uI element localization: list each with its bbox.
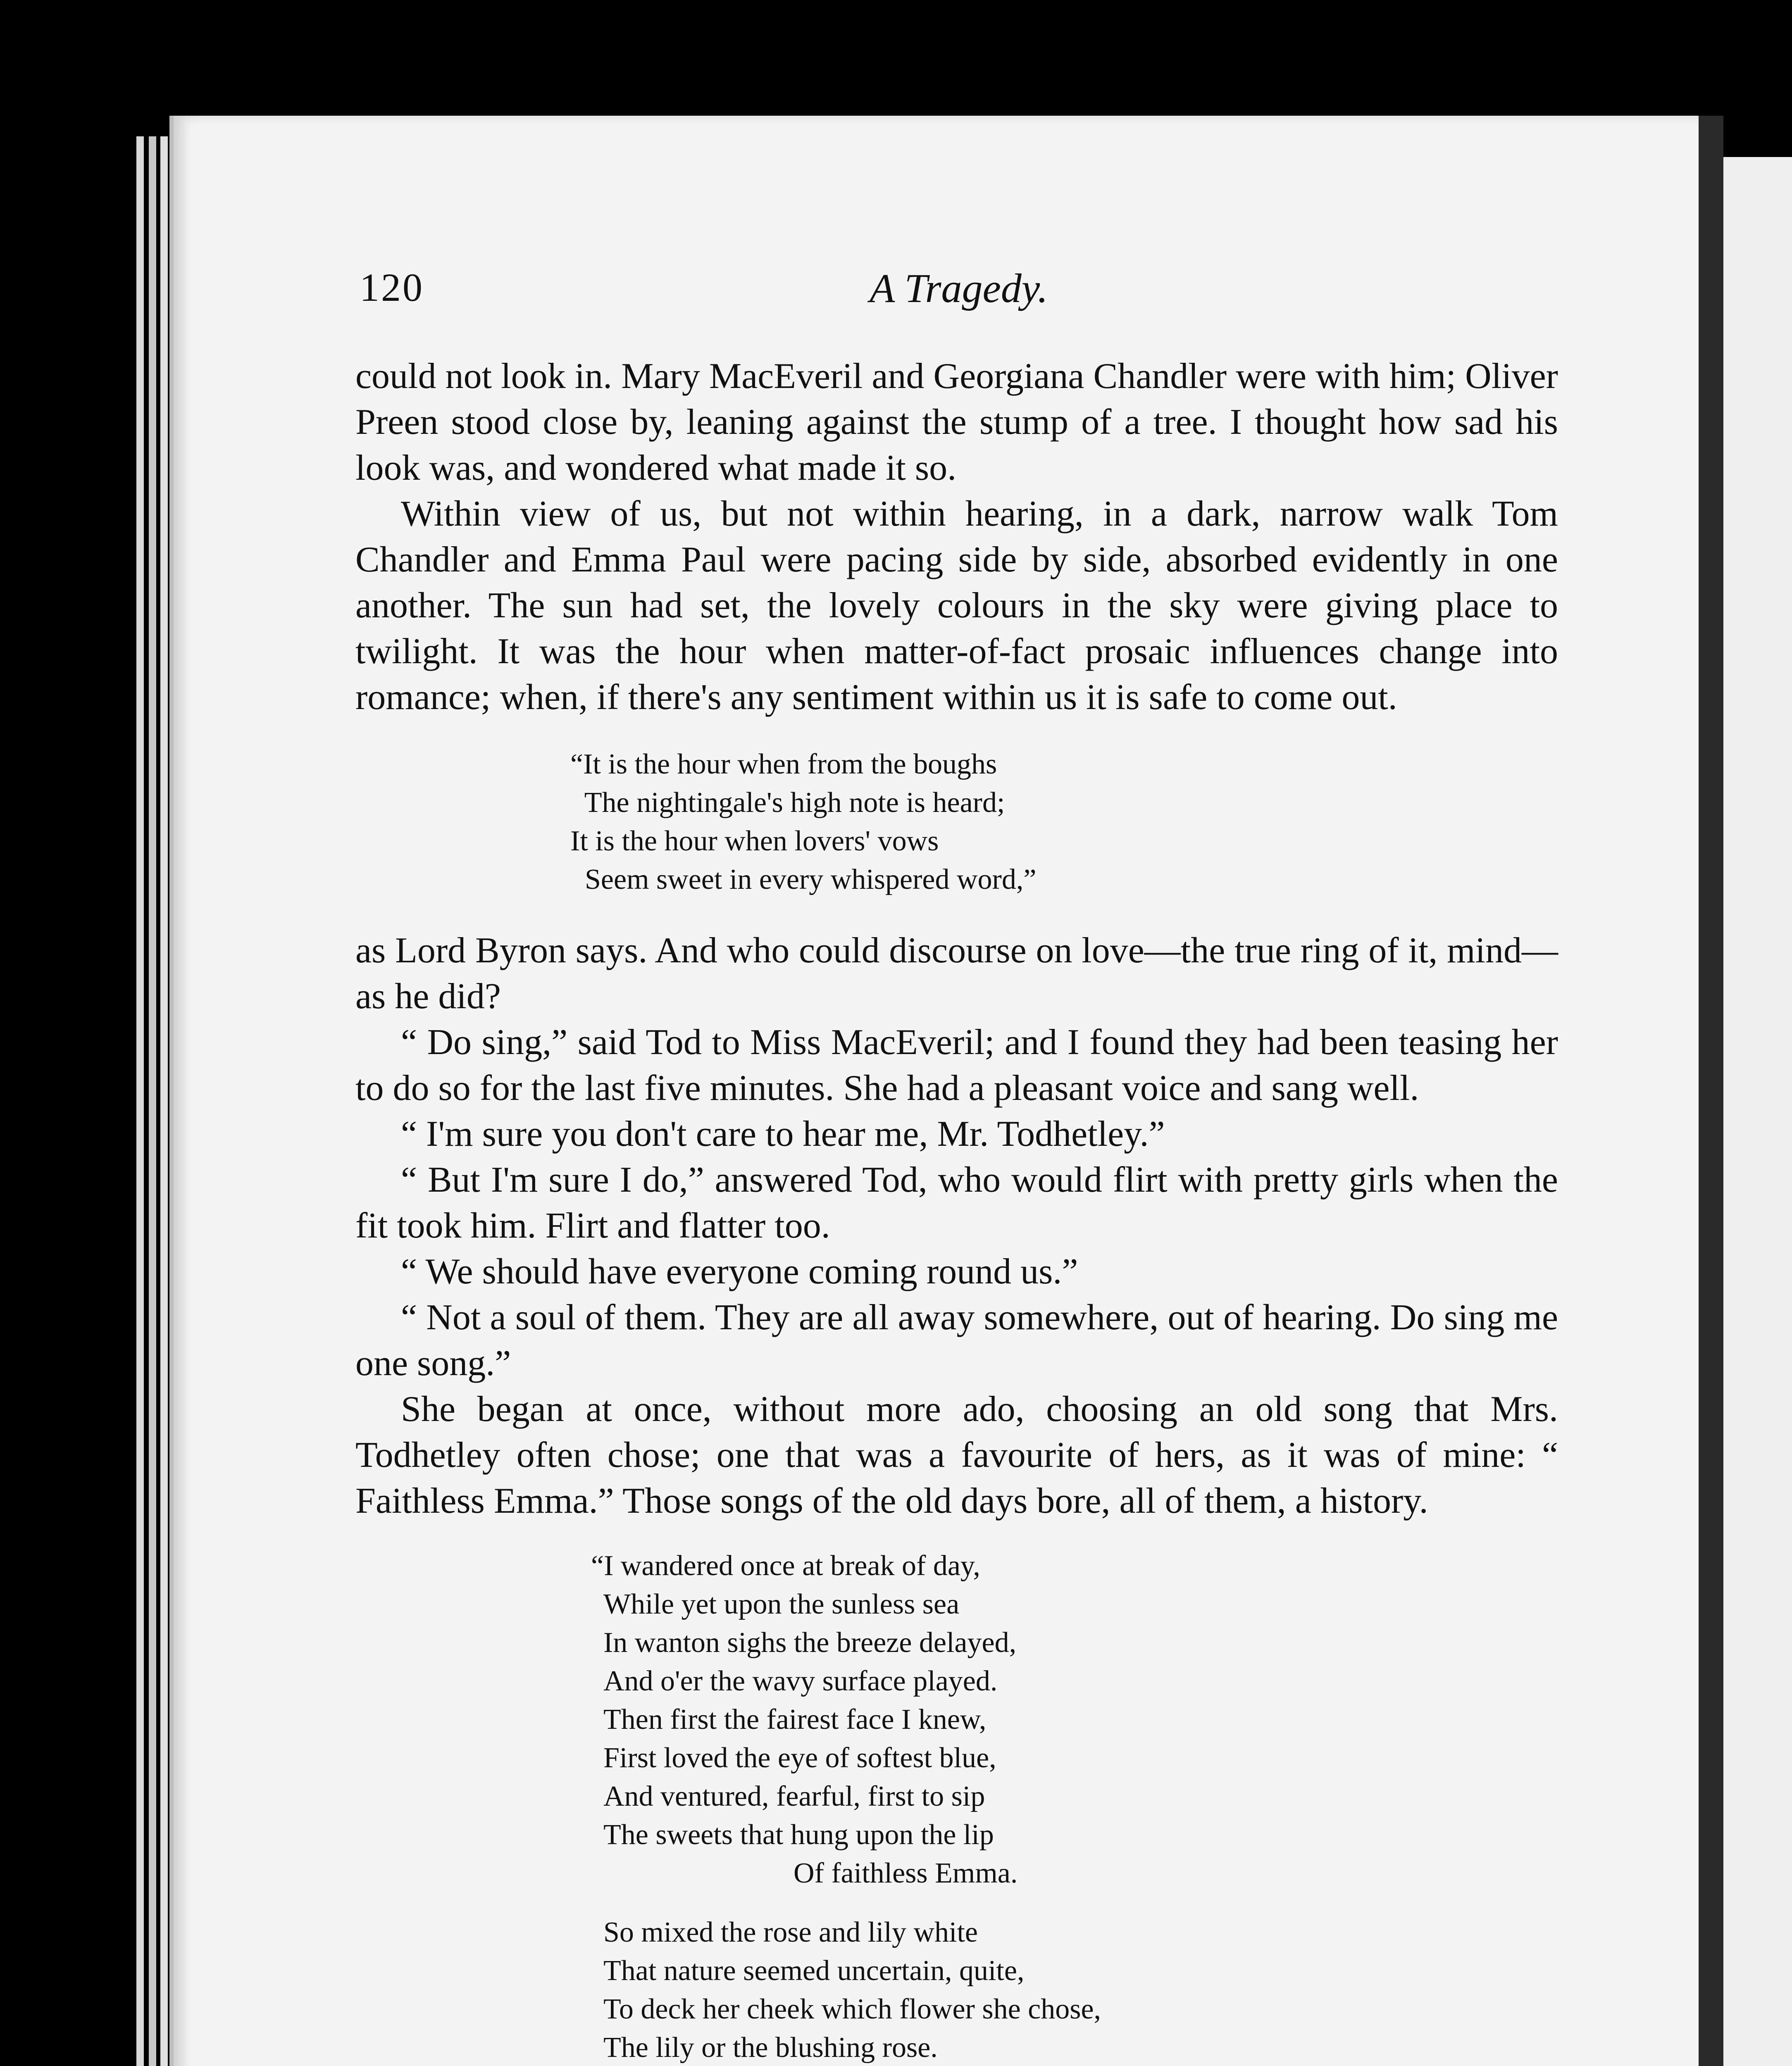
verse-line: Then first the fairest face I knew, <box>603 1704 987 1735</box>
verse-line: Seem sweet in every whispered word,” <box>570 864 1037 895</box>
paragraph: “ Do sing,” said Tod to Miss MacEveril; and I found they had been teasing her to do so for the last five minutes. She had a pleasant voice and sang well. <box>355 1022 1558 1108</box>
running-head <box>360 264 1558 318</box>
verse-line: It is the hour when lovers' vows <box>570 825 939 857</box>
verse-line: So mixed the rose and lily white <box>603 1916 978 1948</box>
stanza-break <box>591 1892 1558 1913</box>
verse-line: While yet upon the sunless sea <box>603 1588 960 1620</box>
verse-line: And o'er the wavy surface played. <box>603 1665 998 1697</box>
verse-line: First loved the eye of softest blue, <box>603 1742 996 1774</box>
paragraph: “ Not a soul of them. They are all away somewhere, out of hearing. Do sing me one song.” <box>355 1297 1558 1383</box>
verse-line: “It is the hour when from the boughs <box>570 748 997 780</box>
book-edge-strip <box>160 136 168 2066</box>
running-title: A Tragedy. <box>870 265 1048 311</box>
verse-line: And ventured, fearful, first to sip <box>603 1780 985 1812</box>
verse-line: To deck her cheek which flower she chose, <box>603 1993 1101 2025</box>
paragraph: as Lord Byron says. And who could discourse on love—the true ring of it, mind—as he did? <box>355 931 1558 1016</box>
page-gutter <box>1699 116 1723 2066</box>
book-edge-strip <box>136 136 144 2066</box>
verse-line: “I wandered once at break of day, <box>591 1550 980 1582</box>
verse-line: The nightingale's high note is heard; <box>570 787 1005 819</box>
page-number: 120 <box>360 265 424 309</box>
verse-line: The sweets that hung upon the lip <box>603 1819 994 1851</box>
paragraph: “ We should have everyone coming round us.” <box>401 1252 1078 1292</box>
verse-line: That nature seemed uncertain, quite, <box>603 1955 1025 1987</box>
paragraph: She began at once, without more ado, choosing an old song that Mrs. Todhetley often chose; one that was a favourite of hers, as it was of mine: “ Faithless Emma.” Those songs of the old days bore, all of them, a history. <box>355 1389 1558 1521</box>
book-edge-strip <box>149 136 156 2066</box>
paragraph: “ I'm sure you don't care to hear me, Mr. Todhetley.” <box>401 1114 1165 1154</box>
refrain-line: Of faithless Emma. <box>794 1857 1018 1889</box>
song-faithless-emma <box>355 1547 1558 2066</box>
facing-page-edge <box>1723 157 1792 2066</box>
paragraph: Within view of us, but not within hearing, in a dark, narrow walk Tom Chandler and Emma Paul were pacing side by side, absorbed evidently in one another. The sun had set, the lovely colours in the sky were giving place to twilight. It was the hour when matter-of-fact prosaic influences change into romance; when, if there's any sentiment within us it is safe to come out. <box>355 494 1558 717</box>
paragraph: could not look in. Mary MacEveril and Georgiana Chandler were with him; Oliver Preen stood close by, leaning against the stump of a tree. I thought how sad his look was, and wondered what made it so. <box>355 356 1558 488</box>
verse-line: In wanton sighs the breeze delayed, <box>603 1627 1017 1659</box>
verse-line: The lily or the blushing rose. <box>603 2032 938 2064</box>
page-body <box>355 353 1558 2066</box>
verse-quote-byron <box>355 745 1558 899</box>
paragraph: “ But I'm sure I do,” answered Tod, who would flirt with pretty girls when the fit took him. Flirt and flatter too. <box>355 1160 1558 1246</box>
